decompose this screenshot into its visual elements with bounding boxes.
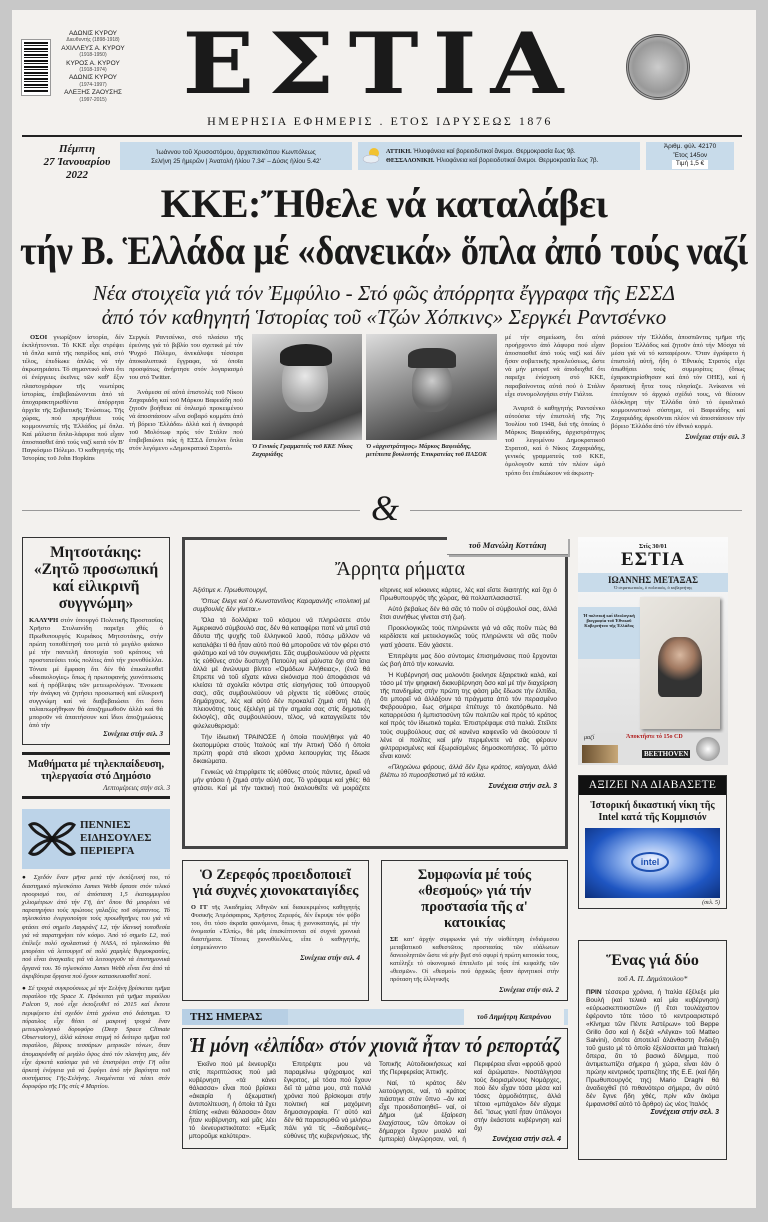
telework-title: Μαθήματα μέ τηλεκπαίδευση, τηλεργασία στό Δημόσιο	[27, 759, 165, 783]
story-pair	[182, 860, 568, 1001]
story-title: Ὁ Ζερεφός προειδοποιεῖ γιά συχνές χιονοκαταιγίδες	[192, 867, 359, 899]
cd-offer	[578, 733, 728, 765]
lead-word: ΟΣΟΙ	[30, 334, 48, 341]
intel-chip-image	[585, 828, 720, 898]
lead-text: ριάσουν τήν Ἑλλάδα, ἀποσπῶντας τμῆμα τῆς βορείου Ἑλλάδος καί ζητοῦν ἀπό τήν Μόσχα τά μέσα γιά νά τό καταφέρουν. Ὅταν ἐγράφετο ἡ ἐπιστολή αὐτή, ἤδη ὁ Ἐθνικός Στρατός εἶχε ἀπωθήσει τούς συμμορίτες (ὅπως ἐχαρακτηρίσθησαν καί ἀπό τόν ΟΗΕ), καί ἡ δραστική ἧττα τους πλησίαζε. Ἀνίκανοι νά ἐπιτύχουν τό ἀρχικό σχέδιό τους, νά θέσουν ὁλόκληρη τήν Ἑλλάδα ὑπό τό ἐφιαλτικό κομμουνιστικό σύστημα, οἱ Βαφειάδης καί Ζαχαριάδης ἀρκοῦνται πλέον νά ἀποσπάσουν τήν βόρειο Ἑλλάδα ἀπό τόν ἐθνικό κορμό.	[611, 334, 745, 431]
paragraph: «Πληρώνω φόρους, ἀλλά δέν ἔχω κράτος, καίγομαι, ἀλλά βλέπω τό πυροσβεστικό μέ τά κιάλια.	[380, 763, 557, 779]
paragraph: Προεκλογικῶς τούς πληρώνετε γιά νά σᾶς ποῦν πώς θά κερδίσετε καί μετεκλογικῶς τούς πληρώνετε νά σᾶς ποῦν γιατί χάσατε. Ἐάν χάσετε.	[380, 625, 557, 649]
page-ref[interactable]: (σελ. 5)	[702, 900, 720, 906]
news-item: Σχεδόν ἕναν μῆνα μετά τήν ἐκτόξευσή του, τό διαστημικό τηλεσκόπιο James Webb ἔφτασε στόν τελικό προορισμό του, σέ ἀπόσταση 1,5 ἑκατομμυρίου χιλιομέτρων ἀπό τήν Γῆ, ἀπ' ὅπου θά μπορέσει νά παρατηρήσει τούς πρώτους γαλαξίες τοῦ σύμπαντος. Τό τηλεσκόπιο ἐνεργοποίησε τούς προωθητῆρες του γιά νά φτάσει στό σημεῖο Λαγκράνζ L2, τήν ἰδανική τοποθεσία γιά νά παρατηρήσει τόν κόσμο. Ἀπό τό σημεῖο L2, πού ἐπέλεξε πολύ σχολαστικά ἡ NASA, τό τηλεσκόπιο θά μπορέσει νά λειτουργεῖ σέ πολύ χαμηλές θερμοκρασίες, πού εἶναι ἀναγκαῖες γιά νά λειτουργοῦν τά ἐπιστημονικά ὄργανά του. Τό τηλεσκόπιο James Webb εἶναι ἕνα ἀπό τά ἀκριβότερα ὄργανα πού ἔχουν κατασκευασθεῖ ποτέ.	[22, 874, 170, 980]
story-body: τῆς Ἀκαδημίας Ἀθηνῶν καί διακεκριμένος καθηγητής Φυσικῆς Ἀτμόσφαιρας, Χρῆστος Ζερεφός, δέν ἔκρυψε τόν φόβο του, ὅτι τόσο ἀκραῖα φαινόμενα, ὅπως ἡ χιονοκαταιγίς, μέ τήν ὀνομασία «Ἐλπίς», θά μᾶς ἐπισκέπτονται σέ συχνά χρονικά διαστήματα. Τέτοιες χιονοθύελλες, εἶπε ὁ καθηγητής, ἐσημειώνοντο	[191, 904, 360, 951]
lead-headline	[20, 180, 748, 274]
column-bar	[182, 1009, 568, 1025]
tis-imeras-story	[182, 1028, 568, 1149]
paragraph: Γενικώς νά ἐπιρρίψετε τίς εὐθῦνες στούς πάντες, ἀρκεῖ νά μήν φτάσει ἡ ζημιά στήν αὐλή σας. Τό γράψαμε καί χθές: θά φτάσει. Καί μέ τήν τακτική πού ἀκολουθεῖτε νά μοιράζετε κίτρινες καί κόκκινες κάρτες, λές καί εἴστε διαιτητής καί ὄχι ὁ Πρωθυπουργός τῆς χώρας, θά πολλαπλασιαστεῖ.	[193, 587, 557, 793]
editorial-title: Ἄρρητα ρήματα	[335, 558, 465, 580]
lead-word: ΠΡΙΝ	[586, 989, 602, 996]
continued-link[interactable]: Συνέχεια στήν σελ. 3	[650, 1109, 719, 1116]
masthead-rule	[22, 135, 742, 137]
founder-name: ΑΧΙΛΛΕΥΣ Α. ΚΥΡΟΥ	[61, 44, 125, 52]
weather-sun-cloud-icon	[362, 146, 382, 164]
editorial-arrita	[182, 537, 568, 849]
paragraph: Ὅπως ἔλεγε καί ὁ Κωνσταντῖνος Καραμανλῆς «πολιτική μέ συμβουλές δέν γίνεται.»	[193, 598, 370, 614]
pennies-title: ΠΕΡΙΕΡΓΑ	[80, 845, 135, 858]
seal-emblem	[626, 34, 690, 100]
lead-text: γνωρίζουν ἱστορία, δέν ἐκπλήττονται. Τό ΚΚΕ εἶχε στρέψει τά ὅπλα κατά τῆς πατρίδος καί, στό τέλος, ἐπεδίωκε ἁπλῶς νά τήν ἀκρωτηριάσει. Τό σημαντικό εἶναι ὅτι οἱ ἐνέργειες ἐκεῖνες τῶν καθ' ἕξιν πλαστογράφων τῆς νεωτέρας ἱστορίας, ἐπιβεβαιώνονται ἀπό τά ἀποχαρακτηρισθέντα ἀπόρρητα ἀρχεῖα τῆς Σοβιετικῆς Ἑνώσεως. Τῆς χώρας, πού προμήθευε τούς κομμουνιστές τῆς Ἑλλάδος μέ ὅπλα. Καί μάλιστα ὅπλα-λάφυρα πού εἶχαν ἀποσπασθεῖ ἀπό τούς ναζί κατά τόν Β' Παγκόσμιο Πόλεμο. Ὁ καθηγητής τῆς Ἱστορίας τοῦ John Hopkins	[22, 334, 124, 463]
intel-logo: intel	[631, 852, 669, 872]
lead-column-3	[505, 334, 605, 478]
editorial-byline: τοῦ Μανώλη Κοττάκη	[447, 537, 568, 555]
ampersand-ornament: &	[360, 490, 410, 526]
paragraph: Ὅλα τά δολλάρια τοῦ κόσμου νά πληρώσετε στόν Ἀμερικανό σύμβουλό σας, δέν θά καταφέρει ποτέ νά μπεῖ στά ἄδυτα τῆς ψυχῆς τοῦ ἑλληνικοῦ λαοῦ, πόσῳ μᾶλλον νά καταλάβει τί θά ἦταν αὐτό πού θά μποροῦσε νά τόν φέρει στό φιλότιμο καί νά τόν συγκινήσει. Σᾶς συμβουλεύουν νά ρίχνετε τίς εὐθῦνες στόν δυστυχῆ Πατούλη καί μάλιστα ὄχι στά ἴσια ἀλλά μέ ἀνώνυμα βίντεο «Ὁμάδων Ἀλήθειας», (ἐνῶ θά ἔπρεπε νά τοῦ εἴχατε κάνει εἰκόνισμα πού ἀποφάσισε νά κλείσει τά σχολεῖα κόντρα στίς εἰσηγήσεις τοῦ ὑπουργοῦ σας), σᾶς συμβουλεύουν νά ρίχνετε τίς εὐθῦνες στούς δημάρχους, λές καί αὐτό δέν προκαλεῖ ζημιά στή ΝΔ (ἡ πλειονότης τους ἐξελέγη μέ τήν σημαία σας στίς δημοτικές ἐκλογές), σᾶς συμβουλεύουν, τέλος, νά καταγγείλετε τόν φιλελευθερισμό:	[193, 617, 370, 730]
feast-day: Ἰωάννου τοῦ Χρυσοστόμου, ἀρχιεπισκόπου Κωνπόλεως	[156, 149, 316, 156]
weather-text: Ἡλιοφάνεια καί βορειοδυτικοί ἄνεμοι. Θερμοκρασία ἕως 7β.	[436, 157, 599, 164]
book-cover	[640, 597, 720, 729]
editorial-body	[193, 587, 557, 837]
issue-price: Τιμή 1,5 €	[672, 160, 708, 169]
lead-text: Ἀνάμεσα σέ αὐτά ἐπιστολές τοῦ Νίκου Ζαχαριάδη καί τοῦ Μάρκου Βαφειάδη πού ζητοῦν βοήθεια σέ ὁπλισμό προκειμένου νά ἀποσπάσουν «ἕνα σοβαρό κομμάτι ἀπό τή βόρειο Ἑλλάδα» ἀλλά καί ἡ ἀναφορά τοῦ Μολότωφ πρός τόν Στάλιν πού ἐπιβεβαιώνει πώς ἡ ΕΣΣΔ ἔστελνε ὅπλα στόν λεγόμενο «Δημοκρατικό Στρατό»	[129, 388, 243, 453]
ad-with: μαζί	[584, 735, 595, 741]
continued-link[interactable]: Συνέχεια στήν σελ. 3	[103, 730, 163, 739]
weather-text: Ἡλιοφάνεια καί βορειοδυτικοί ἄνεμοι. Θερμοκρασία ἕως 9β.	[413, 148, 576, 155]
story-body: στόν ὑπουργό Πολιτικῆς Προστασίας Χρῆστο Στυλιανίδη παρεῖχε χθές ὁ Πρωθυπουργός Κυριάκος Μητσοτάκης, στήν πρώτη τοποθέτησή του μετά τό μεγάλο φιάσκο μέ τήν παντελῆ ἀποτυχία τοῦ κράτους νά προστατεύσει τούς πολίτες ἀπό τήν χιονοθύελλα. Τόνισε μέ ἔμφαση ὅτι δέν θά ἐπικαλεσθεῖ «δικαιολογίες» ὅπως ἡ πρωτοφανής χιονόπτωσις καί ἡ πρόβλεψις τῶν μετεωρολόγων. Ἔνοιωσε τήν ἀνάγκη νά ζητήσει προσωπική καί εἰλικρινῆ συγγνώμη καί νά διαβεβαιώσει ὅτι ὅσοι ταλαιπωρήθηκαν θά ἀποζημιωθοῦν ἀλλά καί θά μποροῦν νά ἀπαιτήσουν καί ἴδιοι ἀποζημιώσεις ἀπό τήν	[29, 617, 164, 730]
ad-paper-logo: ΕΣΤΙΑ	[621, 549, 685, 570]
ad-blurb: Ἡ πολιτική καί ἰδεολογική βιογραφία τοῦ Ἐθνικοῦ Κυβερνήτου τῆς Ἑλλάδος	[578, 607, 640, 659]
ornament-icon	[28, 817, 76, 861]
continued-link[interactable]: Συνέχεια στήν σελ. 4	[492, 1136, 561, 1144]
photo-caption: Ὁ «ἀρχιστράτηγος» Μάρκος Βαφειάδης, μετέπειτα βουλευτής Ἐπικρατείας τοῦ ΠΑΣΟΚ	[366, 443, 487, 458]
lead-column-1	[22, 334, 124, 464]
middle-lower-column	[182, 860, 568, 1149]
divider	[22, 752, 170, 755]
lead-word: ΣΕ	[390, 936, 399, 943]
symfonia-story	[381, 860, 568, 1001]
day: Πέμπτη	[58, 143, 96, 155]
founders-list	[48, 30, 138, 104]
paragraph: Ναί, τό κράτος δέν λειτούργησε, ναί, τό κράτος πιάστηκε στόν ὕπνο –ἄν καί εἶχε προειδοποιηθεῖ– ναί, οἱ Δῆμοι (μέ ἐξαίρεση ἐλαχίστους, τῶν ὁποίων οἱ δήμαρχοι ἔχουν μυαλό καί ἐμπειρία) ὀλιγώρησαν, ναί, ἡ Περιφέρεια εἶναι «φρούδ φρού καί ἀρώματα». Νοστάλγησα τούς διορισμένους Νομάρχες, πού δέν εἶχαν τόσα μέσα καί τόσες ἁρμοδιότητες, ἀλλά τέτοιο «μπάχαλο» δέν εἴχαμε δεῖ. Ἴσως γιατί ἦταν ὑπόλογοι στήν ἑκάστοτε κυβέρνηση καί ὄχι	[379, 1061, 561, 1144]
subhead-line-2: ἀπό τόν καθηγητή Ἱστορίας τοῦ «Τζών Χόπκινς» Σεργκέι Ραντσένκο	[101, 305, 667, 329]
paragraph: Ἐπιτρέψτε μου νά παραμείνω ψύχραιμος καί ἔγκριτος, μέ τόσα πού ἔχουν δεῖ τά μάτια μου, στά πολλά χρόνια πού βρίσκομαι στήν πολιτική καί μαχόμενη δημοσιογραφία. Γι' αὐτό καί δέν θά παρασυρθῶ νά μιλήσω πάλι γιά τίς –διαδομένες– εὐθύνες τῆς κυβερνήσεως, τῆς Τοπικῆς Αὐτοδιοικήσεως καί τῆς Περιφερείας Ἀττικῆς.	[284, 1061, 466, 1141]
paragraph: Τήν ἰδιωτική ΤΡΑΙΝΟΣΕ ἡ ὁποία πουλήθηκε γιά 40 ἑκατομμύρια στούς Ἰταλούς καί τήν Ἀττική Ὁδό ἡ ὁποία πρώτη φορά στά εἴκοσι χρόνια λειτουργίας της ἔδωσε δικαιώματα.	[193, 733, 370, 765]
pennies-banner	[22, 809, 170, 869]
left-column	[22, 537, 170, 1096]
weather-info	[358, 142, 640, 170]
founder-years: (1918-1974)	[79, 67, 107, 74]
issue-year: Ἔτος 145ον	[672, 151, 708, 159]
newspaper-logo: ΕΣΤΙΑ	[182, 14, 578, 114]
lead-column-4	[611, 334, 745, 441]
opinion-byline: τοῦ Α. Π. Δημόπουλου*	[617, 974, 688, 983]
founder-name: ΑΔΩΝΙΣ ΚΥΡΟΥ	[68, 30, 118, 37]
newspaper-subtitle: ΗΜΕΡΗΣΙΑ ΕΦΗΜΕΡΙΣ . ΕΤΟΣ ΙΔΡΥΣΕΩΣ 1876	[207, 114, 553, 128]
column-byline: τοῦ Δημήτρη Καπράνου	[464, 1009, 564, 1025]
founder-years: (1918-1950)	[79, 52, 107, 59]
paragraph: Ἐπιτρέψτε μας δύο σύντομες ἐπισημάνσεις πού ἔρχονται ὡς βοή ἀπό τήν κοινωνία.	[380, 652, 557, 668]
worth-reading-title[interactable]: Ἱστορική δικαστική νίκη τῆς Intel κατά τῆς Κομμισιόν	[590, 800, 715, 823]
issue-info	[646, 142, 734, 170]
story-title: Συμφωνία μέ τούς «θεσμούς» γιά τήν προστασία τῆς α' κατοικίας	[417, 867, 532, 931]
founder-name: ΚΥΡΟΣ Α. ΚΥΡΟΥ	[66, 59, 120, 67]
cd-image	[582, 745, 618, 763]
paragraph: Ἀξιότιμε κ. Πρωθυπουργέ,	[193, 587, 268, 594]
pennies-items: ● Σχεδόν ἕναν μῆνα μετά τήν ἐκτόξευσή του, τό διαστημικό τηλεσκόπιο James Webb ἔφτασε στόν τελικό προορισμό του, σέ ἀπόσταση 1,5 ἑκατομμυρίου χιλιομέτρων ἀπό τήν Γῆ, ἀπ' ὅπου θά μπορέσει νά παρατηρήσει τούς πρώτους γαλαξίες τοῦ σύμπαντος. Τό τηλεσκόπιο ἐνεργοποίησε τούς προωθητῆρες του γιά νά φτάσει στό σημεῖο Λαγκράνζ L2, τήν ἰδανική τοποθεσία γιά νά παρατηρήσει τόν κόσμο. Ἀπό τό σημεῖο L2, πού ἐπέλεξε πολύ σχολαστικά ἡ NASA, τό τηλεσκόπιο θά μπορέσει νά λειτουργεῖ σέ πολύ χαμηλές θερμοκρασίες, πού εἶναι ἀναγκαῖες γιά νά λειτουργοῦν τά ἐπιστημονικά ὄργανά του. Τό τηλεσκόπιο James Webb εἶναι ἕνα ἀπό τά ἀκριβότερα ὄργανα πού ἔχουν κατασκευασθεῖ ποτέ. ● Σέ τροχιά συγκρούσεως μέ τήν Σελήνη βρίσκεται τμῆμα πυραύλου τῆς Space X. Πρόκειται γιά τμῆμα πυραύλου Falcon 9, πού εἶχε ἐκτοξευθεῖ τό 2015 καί ἔκτοτε περιφέρετο ἐπί σχεδόν ἑπτά χρόνια στό διάστημα. Ὁ πύραυλος εἶχε θέσει σέ μακρινή τροχιά ἕναν μετεωρολογικό δορυφόρο (Deep Space Climate Observatory), ἀλλά κάποια στιγμή τό δεύτερο τμῆμα τοῦ πυραύλου, βάρους τεσσάρων μετρικῶν τόνων, ὅταν ἀπομακρύνθη σέ μεγάλο ὕψος ἀπό τόν πλανήτη μας, δέν εἶχε ἀρκετά καύσιμα γιά νά ἐπιστρέψει στήν Γῆ οὔτε ἀρκετή ἐνέργεια γιά νά ξεφύγει ἀπό τήν βαρύτητα τοῦ συστήματος Γῆς-Σελήνης. Ἀναμένεται νά πέσει στόν δορυφόρο τῆς Γῆς στίς 4 Μαρτίου.	[22, 874, 170, 1091]
composer-portrait	[696, 737, 720, 761]
founder-name: ΑΔΩΝΙΣ ΚΥΡΟΥ	[68, 74, 118, 82]
founder-years: Διευθυντής (1898-1918)	[66, 37, 120, 44]
headline-line-1: ΚΚΕ:Ἤθελε νά καταλάβει	[160, 181, 608, 226]
divider	[22, 796, 170, 799]
column-body	[189, 1061, 561, 1144]
book-cd-advertisement[interactable]	[578, 537, 728, 765]
zerefos-story	[182, 860, 369, 1001]
issue-date	[36, 143, 118, 182]
opinion-title: Ἕνας γιά δύο	[606, 952, 699, 969]
issue-number: Ἀριθμ. φύλ. 42170	[663, 143, 717, 150]
ad-cd: Ἀποκτῆστε τό 15ο CD	[626, 734, 683, 740]
story-body: κατ' ἀρχήν συμφωνία γιά τήν υἱοθέτηση ἐνδιάμεσου μεταβατικοῦ καθεστῶτος προστασίας τῶν εὐάλωτων δανειοληπτῶν ὥστε νά μήν βγεῖ στό σφυρί ἡ πρώτη κατοικία τους, κατέληξε τό οἰκονομικό ἐπιτελεῖο μέ τούς ἐπί κεφαλῆς τῶν «θεσμῶν». Οἱ «θεσμοί» πού ἀρχικῶς ἦσαν ἀρνητικοί στήν πρόταση τῆς ἑλληνικῆς	[390, 936, 560, 983]
lead-text: Ἀναρτᾶ ὁ καθηγητής Ραντσένκο αὐτούσια τήν ἐπιστολή τῆς 7ης Ἰουλίου τοῦ 1948, διά τῆς ὁποίας ὁ Μάρκος Βαφειάδης, ἀρχιστράτηγος τοῦ λεγομένου Δημοκρατικοῦ Στρατοῦ, καί ὁ Νίκος Ζαχαριάδης, γενικός γραμματεύς τοῦ ΚΚΕ, ὁμολογοῦν κατά τόν πλέον ὠμό τρόπο ὅτι ἐπιδιώκουν νά ἀκρωτη-	[505, 404, 605, 477]
lead-word: ΚΑΛΥΨΗ	[29, 617, 59, 624]
ad-composer: BEETHOVEN	[644, 750, 689, 758]
founder-years: (1974-1997)	[79, 81, 107, 88]
lead-text: Σεργκέι Ραντσένκο, στό πλαίσιο τῆς ἐρεύνης γιά τό βιβλίο του σχετικά μέ τόν Ψυχρό Πόλεμο, ἀνεκάλυψε τέσσερα ἀποκαλυπτικά ἔγγραφα, τά ὁποῖα προσφάτως ἀνήρτησε στόν λογαριασμό του στό Twitter.	[129, 334, 243, 382]
lead-word: Ο ΓΓ	[191, 904, 208, 911]
lead-text: μέ τήν σημείωση, ὅτι αὐτά προήρχοντο ἀπό λάφυρα πού εἶχαν ἀποσπασθεῖ ἀπό τούς ναζί καί δέν ἦσαν σοβιετικῆς προελεύσεως, ὥστε νά μήν μπορεῖ νά ἀποδειχθεῖ ὅτι παρεῖχε ἐνίσχυση στό ΚΚΕ, παραβαίνοντας αὐτά πού ὁ Στάλιν εἶχε συνομολογήσει στήν Γιάλτα.	[505, 334, 605, 398]
worth-reading-box	[578, 775, 727, 909]
lead-column-2	[129, 334, 243, 453]
photo-zachariadis	[252, 334, 362, 440]
mitsotakis-story	[22, 537, 170, 745]
headline-line-2: τήν Β. Ἑλλάδα μέ «δανεικά» ὅπλα ἀπό τούς ναζί	[20, 228, 748, 273]
continued-link[interactable]: Συνέχεια στήν σελ. 4	[300, 954, 360, 963]
story-title: Μητσοτάκης: «Ζητῶ προσωπική καί εἰλικρινῆ συγγνώμη»	[33, 544, 159, 612]
feast-info	[120, 142, 352, 170]
founder-name: ΑΛΕΞΗΣ ΖΑΟΥΣΗΣ	[64, 89, 122, 97]
continued-link[interactable]: Συνέχεια στήν σελ. 2	[499, 986, 559, 995]
ad-book-subtitle: Ὁ στρατιωτικός, ὁ πολιτικός, ὁ κυβερνήτης	[613, 585, 693, 590]
lead-subhead	[20, 281, 748, 329]
paragraph: Ἡ Κυβέρνησή σας μολονότι ξεκίνησε ἐξαιρετικά καλά, καί τόσο μέ τήν ψηφιακή διακυβέρνηση ὅσο καί μέ τήν διαχείριση τῆς πανδημίας στήν πρώτη της φάση μᾶς ἔδωσε τήν ἐλπίδα, ὅτι μπορεῖ νά ἀλλάξουν τά πράγματα ἀπό τόν περασμένο Φεβρουάριο, ἕως σήμερα ἐπέτυχε τό ἀκατόρθωτο. Νά καταρρεύσει ἡ ἐμπιστοσύνη τῶν πολιτῶν καί πρός τό κράτος καί πρός τόν ἰδιωτικό τομέα. Ἐπιστρέψαμε στά παλιά. Στεῖλτε τούς συμβούλους σας σέ κανένα καφενεῖο νά ἀκούσουν τί λένε οἱ πολῖτες καί μήν περιμένετε νά σᾶς φέρουν φιλτραρισμένες καί ἐξωραϊσμένες δημοσκοπήσεις. Τό μόττο εἶναι κοινό:	[380, 671, 557, 760]
ad-book-banner	[578, 573, 728, 592]
continued-link[interactable]: Λεπτομέρειες στήν σελ. 3	[103, 785, 170, 793]
barcode	[22, 40, 50, 95]
continued-link[interactable]: Συνέχεια στήν σελ. 3	[685, 433, 745, 442]
news-item: Σέ τροχιά συγκρούσεως μέ τήν Σελήνη βρίσκεται τμῆμα πυραύλου τῆς Space X. Πρόκειται γιά τμῆμα πυραύλου Falcon 9, πού εἶχε ἐκτοξευθεῖ τό 2015 καί ἔκτοτε περιφέρετο ἐπί σχεδόν ἑπτά χρόνια στό διάστημα. Ὁ πύραυλος εἶχε θέσει σέ μακρινή τροχιά ἕναν μετεωρολογικό δορυφόρο (Deep Space Climate Observatory), ἀλλά κάποια στιγμή τό δεύτερο τμῆμα τοῦ πυραύλου, βάρους τεσσάρων μετρικῶν τόνων, ὅταν ἀπομακρύνθη σέ μεγάλο ὕψος ἀπό τόν πλανήτη μας, δέν εἶχε ἀρκετά καύσιμα γιά νά ἐπιστρέψει στήν Γῆ οὔτε ἀρκετή ἐνέργεια γιά νά ξεφύγει ἀπό τήν βαρύτητα τοῦ συστήματος Γῆς-Σελήνης. Ἀναμένεται νά πέσει στόν δορυφόρο τῆς Γῆς στίς 4 Μαρτίου.	[22, 984, 170, 1091]
photo-vafeiadis	[366, 334, 497, 440]
pennies-title: ΠΕΝΝΙΕΣ	[80, 819, 131, 832]
column-title: Ἡ μόνη «ἐλπίδα» στόν χιονιᾶ ἦταν τό ρεπορτάζ	[189, 1033, 561, 1058]
opinion-enas-gia-dyo	[578, 940, 727, 1160]
portrait	[658, 637, 702, 697]
weather-region: ΘΕΣΣΑΛΟΝΙΚΗ.	[386, 157, 435, 164]
ad-book-title: ΙΩΑΝΝΗΣ ΜΕΤΑΞΑΣ	[608, 575, 698, 585]
opinion-body: τέσσερα χρόνια, ἡ Ἰταλία ἐξέλεξε μία Βουλή (καί τελικά καί μία κυβέρνηση) «εὐρωσκεπτικιστῶν» (ἤ ἔτσι τουλάχιστον ἐφέροντο τότε τόσο τό κεντροαριστερό «Κίνημα τῶν Πέντε Ἀστέρων» τοῦ Beppe Grillo ὅσο καί ἡ δεξιά «Λέγκα» τοῦ Matteo Salvini), ὁπότε ἀποτελεῖ ἀλάνθαστη ἔνδειξη τοῦ gusto μέ τό ὁποῖο ἐξελίσσεται μιά Ἰταλική ὄπερα, ὅτι τό βασικό δίλημμα, πού ἀντιμετωπίζει σήμερα ἡ χώρα, εἶναι ἐάν ὁ πρώην κεντρικός τραπεζίτης τῆς Ε.Ε. (καί ἤδη Πρωθυπουργός της) Mario Draghi θά ἀναδειχθεῖ (τό πιθανότερο σήμερα, ἄν αὐτό δέν ἔγινε ἤδη χθές, πρίν κἄν ἀκόμα ἐμφανισθεῖ αὐτό τό ἄρθρο) ὡς νέος Ἰταλός	[586, 989, 719, 1108]
worth-reading-label: ΑΞΙΖΕΙ ΝΑ ΔΙΑΒΑΣΕΤΕ	[579, 776, 726, 795]
column-label: ΤΗΣ ΗΜΕΡΑΣ	[182, 1009, 288, 1025]
date: 27 Ἰανουαρίου 2022	[43, 156, 111, 181]
pennies-title: ΕΙΔΗΣΟΥΛΕΣ	[80, 832, 152, 845]
paragraph: Ἐκεῖνο πού μέ ἐκνευρίζει στίς περιπτώσεις πού μιά κυβέρνηση «τά κάνει θάλασσα» εἶναι πού βρίσκει «ἀκαιρία ἡ ἀξιωματική ἀντιπολίτευση, ἡ ὁποία τά ἔχει ἐπίσης «κάνει θάλασσα» ὅταν ἦταν κυβέρνηση, καί μᾶς λέει τό ἐκνευριστικότατο: «Ἐμεῖς μποροῦμε καλύτερα».	[189, 1061, 276, 1141]
ad-date: Στίς 30/01	[638, 543, 668, 550]
sun-moon: Σελήνη 25 ἡμερῶν | Ἀνατολή ἡλίου 7.34' – Δύσις ἡλίου 5.42'	[151, 158, 321, 165]
founder-years: (1997-2015)	[79, 96, 107, 103]
subhead-line-1: Νέα στοιχεῖα γιά τόν Ἐμφύλιο - Στό φῶς ἀπόρρητα ἔγγραφα τῆς ΕΣΣΔ	[92, 281, 676, 305]
paragraph: Αὐτό βεβαίως δέν θά σᾶς τό ποῦν οἱ σύμβουλοί σας, ἀλλά ἔτσι συνήθως γίνεται στή ζωή.	[380, 606, 557, 622]
continued-link[interactable]: Συνέχεια στήν σελ. 3	[488, 783, 557, 791]
photo-caption: Ὁ Γενικός Γραμματεύς τοῦ ΚΚΕ Νίκος Ζαχαριάδης	[252, 443, 353, 458]
weather-region: ΑΤΤΙΚΗ.	[386, 148, 412, 155]
